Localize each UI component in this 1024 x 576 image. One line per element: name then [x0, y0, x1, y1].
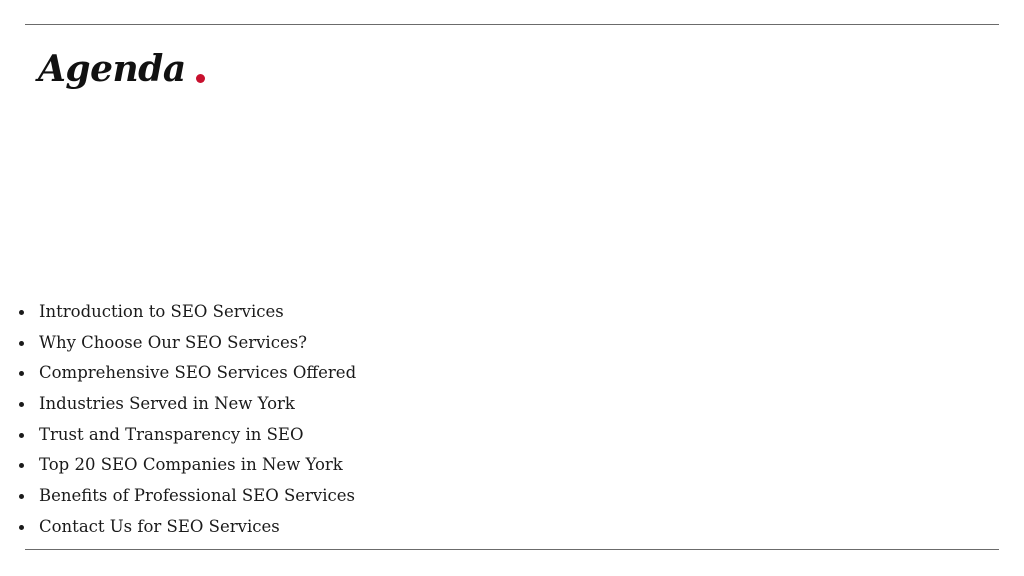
accent-dot-icon [196, 74, 205, 83]
agenda-item [0, 420, 356, 451]
top-divider [25, 24, 999, 25]
bullet-icon [19, 371, 24, 376]
agenda-item-label: Top 20 SEO Companies in New York [39, 455, 343, 475]
agenda-item-label: Comprehensive SEO Services Offered [39, 363, 357, 383]
agenda-list [0, 297, 356, 543]
bullet-icon [19, 494, 24, 499]
title-block [38, 44, 205, 94]
bullet-icon [19, 525, 24, 530]
agenda-item [0, 450, 356, 481]
agenda-item [0, 297, 356, 328]
agenda-item-label: Benefits of Professional SEO Services [39, 486, 355, 506]
agenda-item [0, 389, 356, 420]
agenda-item-label: Introduction to SEO Services [39, 302, 284, 321]
agenda-item-label: Why Choose Our SEO Services? [39, 332, 308, 352]
agenda-item [0, 328, 356, 359]
bullet-icon [19, 341, 24, 346]
agenda-item-label: Industries Served in New York [39, 394, 295, 414]
slide-title: Agenda [38, 48, 186, 90]
bullet-icon [19, 310, 24, 315]
bullet-icon [19, 402, 24, 407]
agenda-item-label: Trust and Transparency in SEO [39, 424, 304, 444]
bullet-icon [19, 463, 24, 468]
agenda-item [0, 512, 356, 543]
bullet-icon [19, 433, 24, 438]
agenda-item [0, 358, 356, 389]
agenda-item [0, 481, 356, 512]
bottom-divider [25, 549, 999, 550]
agenda-item-label: Contact Us for SEO Services [39, 516, 280, 536]
